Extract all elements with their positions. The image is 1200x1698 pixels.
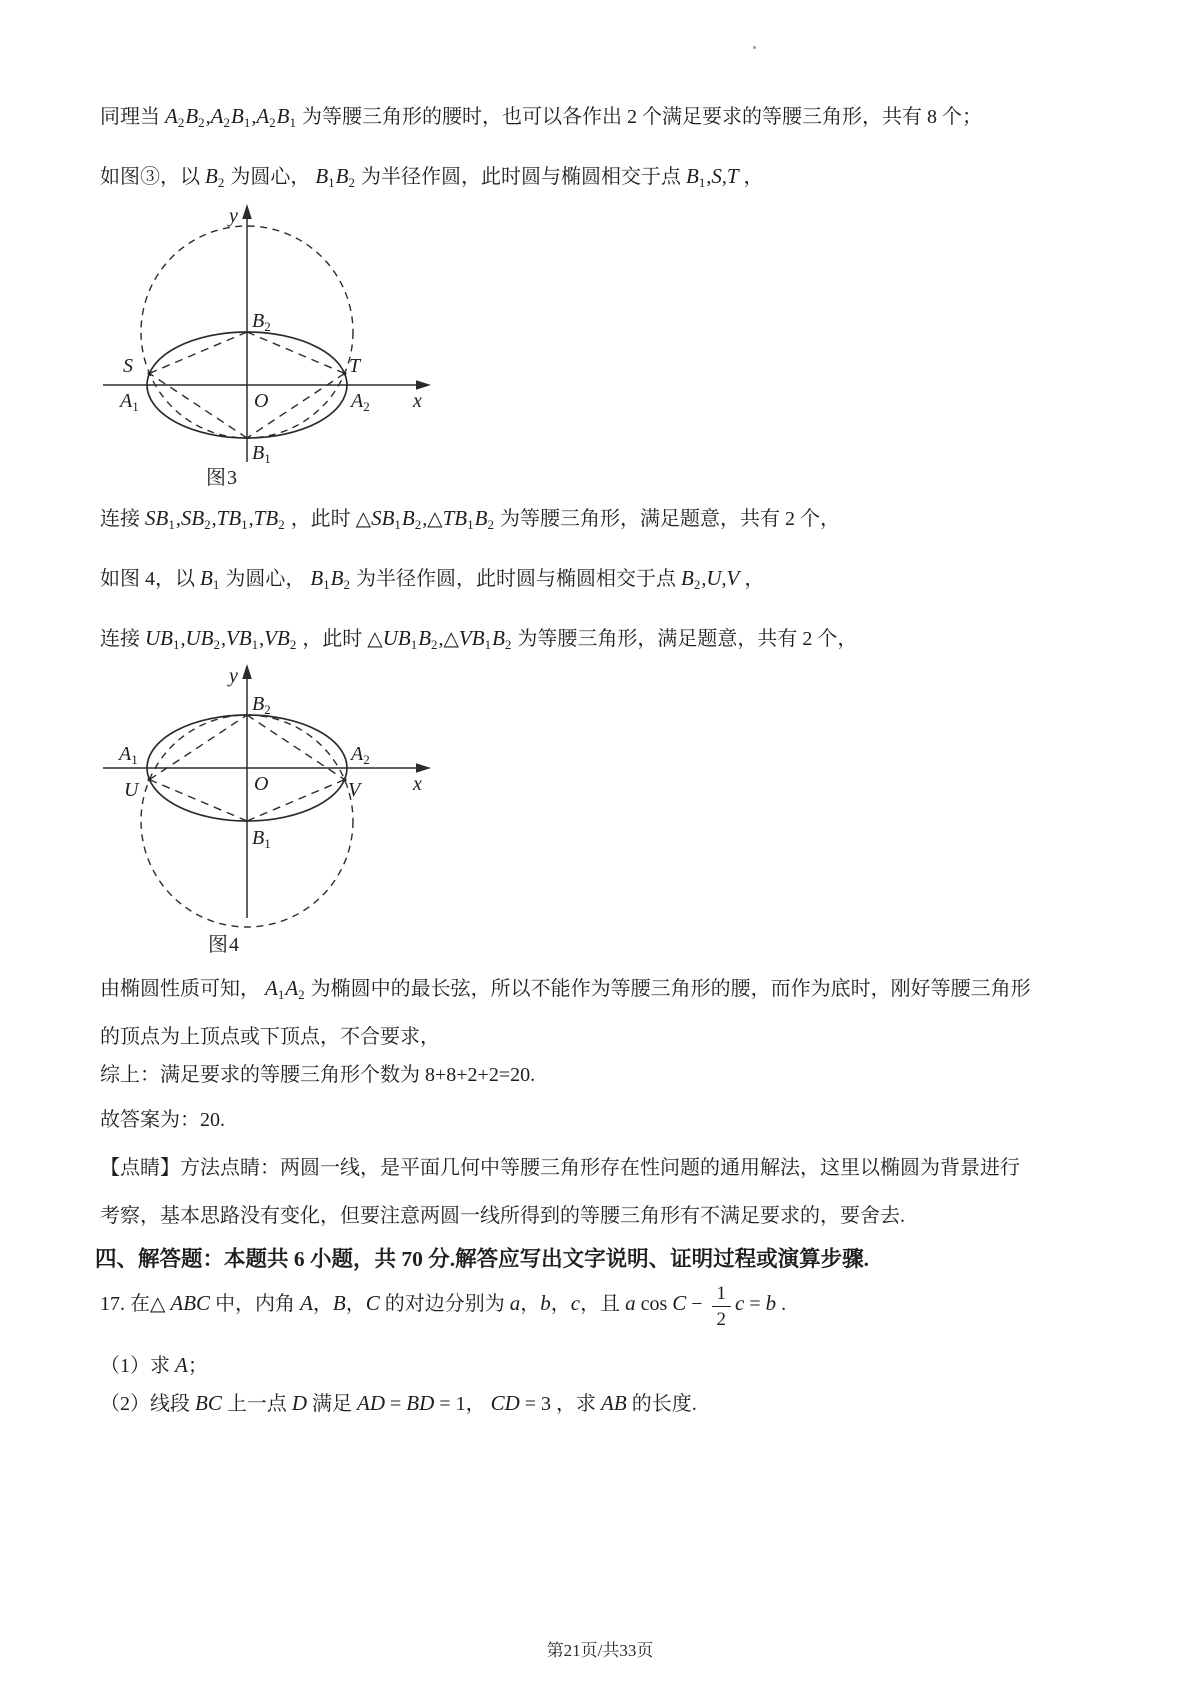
fig4-label-B2: $B_2$ — [252, 693, 271, 717]
fig4-y-arrow-icon — [242, 664, 252, 679]
fig3-y-arrow-icon — [242, 204, 252, 219]
problem17-part2: （2）线段 BC 上一点 D 满足 AD = BD = 1， CD = 3 ，求 AB 的长度. — [100, 1391, 697, 1415]
fig3-label-T: T — [349, 355, 361, 377]
figure-4-ellipse-diagram — [95, 660, 440, 972]
section-heading: 四、解答题：本题共 6 小题，共 70 分.解答应写出文字说明、证明过程或演算步骤. — [95, 1247, 870, 1271]
fig3-x-arrow-icon — [416, 380, 431, 390]
solution-line-3: 连接 $SB_1,SB_2,TB_1,TB_2$ ，此时 $\triangle SB_1B_2,\triangle TB_1B_2$ 为等腰三角形，满足题意，共有 2 个， — [100, 506, 840, 532]
fig3-label-B1: $B_1$ — [252, 442, 271, 466]
solution-line-1: 同理当 $A_2B_2,A_2B_1,A_2B_1$ 为等腰三角形的腰时，也可以各作出 2 个满足要求的等腰三角形，共有 8 个； — [100, 104, 982, 130]
tip-line-1: 【点睛】方法点睛：两圆一线，是平面几何中等腰三角形存在性问题的通用解法，这里以椭圆为背景进行 — [100, 1157, 1020, 1179]
fig4-label-O: O — [254, 773, 269, 795]
scan-artifact-dot — [753, 46, 756, 49]
fig3-label-B2: $B_2$ — [252, 310, 271, 334]
problem17-part1: （1）求 A； — [100, 1353, 208, 1377]
figure-3-caption: 图3 — [206, 467, 238, 489]
page-number-footer: 第21页/共33页 — [546, 1641, 654, 1660]
fig3-label-O: O — [254, 390, 269, 412]
fig3-label-S: S — [123, 355, 133, 377]
fig3-label-A2: $A_2$ — [351, 390, 370, 414]
fig4-point-V-dot — [343, 778, 347, 782]
solution-line-7: 的顶点为上顶点或下顶点，不合要求， — [100, 1026, 440, 1048]
solution-line-2: 如图③，以 $B_2$ 为圆心， $B_1B_2$ 为半径作圆，此时圆与椭圆相交于点 $B_1,S,T$ ， — [100, 164, 764, 190]
fig4-label-x-axis: x — [413, 773, 422, 795]
fig3-label-A1: $A_1$ — [120, 390, 139, 414]
solution-answer-line: 故答案为：20. — [100, 1109, 225, 1131]
fig4-label-U: U — [124, 779, 139, 801]
problem17-statement: 17. 在△ ABC 中，内角 A，B，C 的对边分别为 a，b，c，且 a cos C − $\frac{1}{2}$ c = b . — [100, 1283, 787, 1330]
fig4-label-A2: $A_2$ — [351, 743, 370, 767]
fig3-point-T-dot — [343, 372, 347, 376]
fig3-point-S-dot — [148, 372, 152, 376]
solution-line-6: 由椭圆性质可知， $A_1A_2$ 为椭圆中的最长弦，所以不能作为等腰三角形的腰，而作为底时，刚好等腰三角形 — [100, 976, 1031, 1002]
figure-4-caption: 图4 — [208, 934, 240, 956]
fig3-label-y-axis: y — [229, 205, 238, 227]
solution-line-4: 如图 4，以 $B_1$ 为圆心， $B_1B_2$ 为半径作圆，此时圆与椭圆相交于点 $B_2,U,V$ ， — [100, 566, 765, 592]
fig4-label-V: V — [348, 779, 361, 801]
fig4-label-y-axis: y — [229, 665, 238, 687]
tip-line-2: 考察，基本思路没有变化，但要注意两圆一线所得到的等腰三角形有不满足要求的，要舍去. — [100, 1205, 905, 1227]
figure-3-ellipse-diagram — [95, 200, 440, 495]
fig3-axes — [103, 210, 423, 462]
fig4-point-U-dot — [148, 778, 152, 782]
solution-line-5: 连接 $UB_1,UB_2,VB_1,VB_2$ ，此时 $\triangle UB_1B_2,\triangle VB_1B_2$ 为等腰三角形，满足题意，共有 2 个， — [100, 626, 858, 652]
solution-summary-line: 综上：满足要求的等腰三角形个数为 8+8+2+2=20. — [100, 1064, 536, 1086]
fig4-label-A1: $A_1$ — [119, 743, 138, 767]
fig4-label-B1: $B_1$ — [252, 827, 271, 851]
fig3-label-x-axis: x — [413, 390, 422, 412]
fig4-x-arrow-icon — [416, 763, 431, 773]
